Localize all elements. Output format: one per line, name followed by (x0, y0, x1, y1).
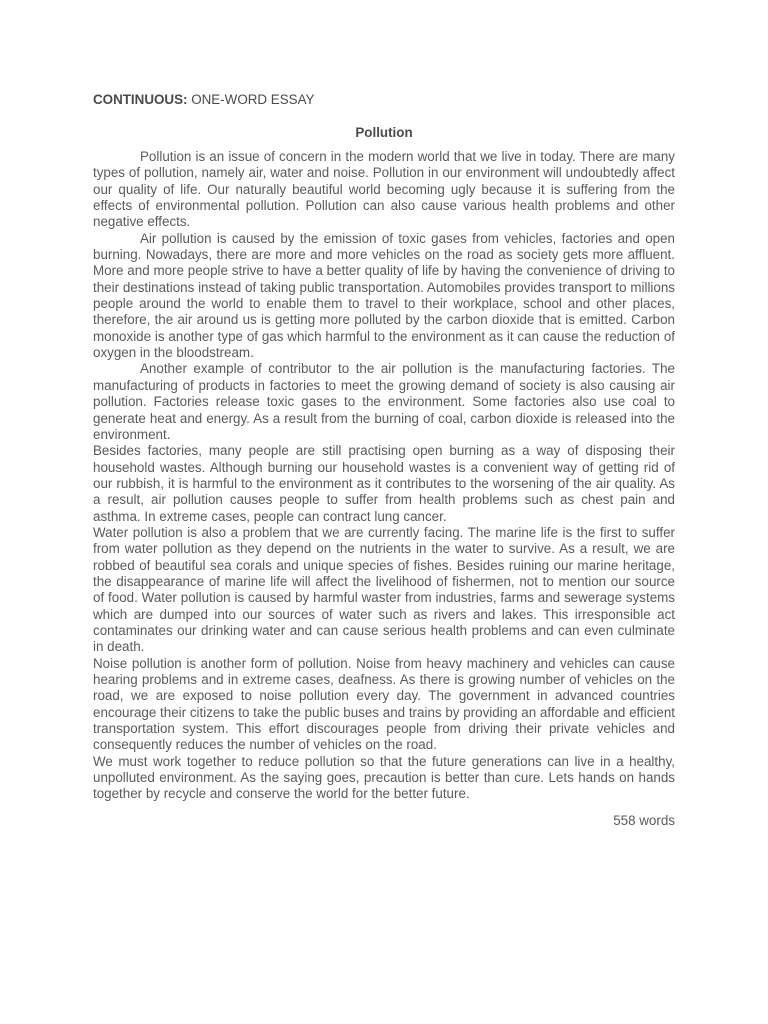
essay-title: Pollution (355, 125, 413, 140)
paragraph: Pollution is an issue of concern in the modern world that we live in today. There are many types of pollution, namely air, water and noise. Pollution in our environment will undoubtedly affect our quality of life. Our naturally beautiful world becoming ugly because it is suffering from the effects of environmental pollution. Pollution can also cause various health problems and other negative effects. (93, 149, 675, 230)
paragraph: Another example of contributor to the air pollution is the manufacturing factories. The manufacturing of products in factories to meet the growing demand of society is also causing air pollution. Factories release toxic gases to the environment. Some factories also use coal to generate heat and energy. As a result from the burning of coal, carbon dioxide is released into the environment. (93, 361, 675, 442)
paragraph: Water pollution is also a problem that we are currently facing. The marine life is the first to suffer from water pollution as they depend on the nutrients in the water to survive. As a result, we are robbed of beautiful sea corals and unique species of fishes. Besides ruining our marine heritage, the disappearance of marine life will affect the livelihood of fishermen, not to mention our source of food. Water pollution is caused by harmful waster from industries, farms and sewerage systems which are dumped into our sources of water such as rivers and lakes. This irresponsible act contaminates our drinking water and can cause serious health problems and can even culminate in death. (93, 524, 675, 655)
essay-body (93, 149, 675, 803)
category-type: ONE-WORD ESSAY (187, 92, 315, 107)
paragraph: Besides factories, many people are still practising open burning as a way of disposing their household wastes. Although burning our household wastes is a convenient way of getting rid of our rubbish, it is harmful to the environment as it contributes to the worsening of the air quality. As a result, air pollution causes people to suffer from health problems such as chest pain and asthma. In extreme cases, people can contract lung cancer. (93, 443, 675, 524)
category-label: CONTINUOUS: (93, 92, 188, 107)
paragraph: Noise pollution is another form of pollution. Noise from heavy machinery and vehicles can cause hearing problems and in extreme cases, deafness. As there is growing number of vehicles on the road, we are exposed to noise pollution every day. The government in advanced countries encourage their citizens to take the public buses and trains by providing an affordable and efficient transportation system. This effort discourages people from driving their private vehicles and consequently reduces the number of vehicles on the road. (93, 655, 675, 753)
paragraph: We must work together to reduce pollution so that the future generations can live in a healthy, unpolluted environment. As the saying goes, precaution is better than cure. Lets hands on hands together by recycle and conserve the world for the better future. (93, 753, 675, 802)
word-count: 558 words (613, 812, 675, 828)
essay-category-heading (93, 92, 675, 108)
essay-page (93, 92, 675, 829)
paragraph: Air pollution is caused by the emission of toxic gases from vehicles, factories and open burning. Nowadays, there are more and more vehicles on the road as society gets more affluent. More and more people strive to have a better quality of life by having the convenience of driving to their destinations instead of taking public transportation. Automobiles provides transport to millions people around the world to enable them to travel to their workplace, school and other places, therefore, the air around us is getting more polluted by the carbon dioxide that is emitted. Carbon monoxide is another type of gas which harmful to the environment as it can cause the reduction of oxygen in the bloodstream. (93, 230, 675, 361)
